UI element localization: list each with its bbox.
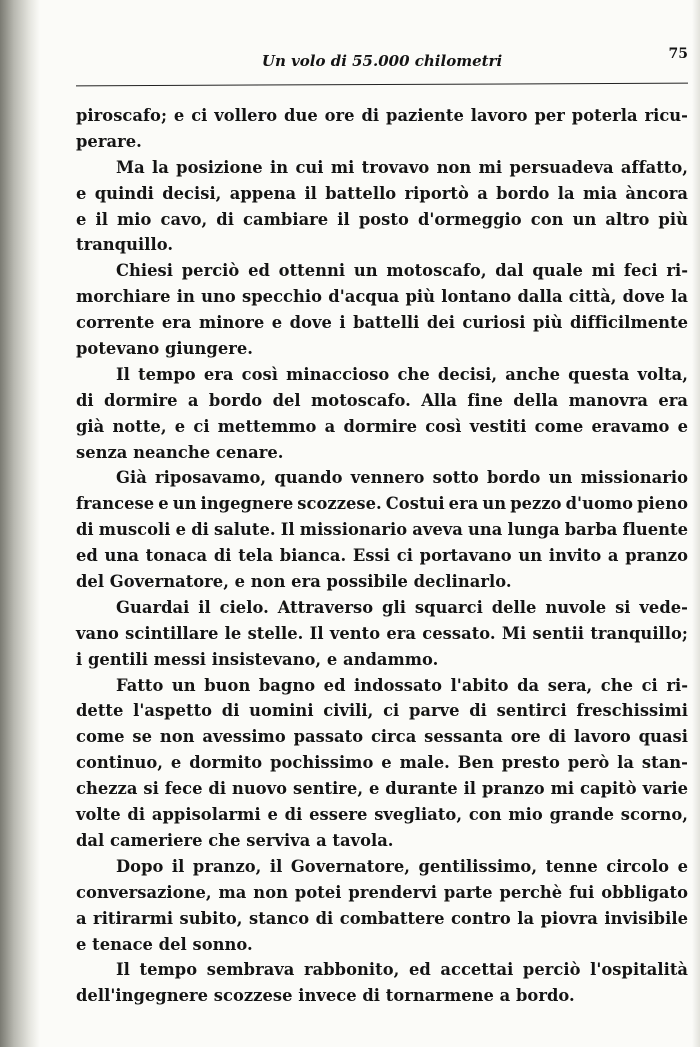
paragraph (76, 362, 688, 466)
paragraph (76, 854, 688, 958)
text-line: e tenace del sonno. (76, 934, 253, 954)
text-line: come se non avessimo passato circa sessanta ore di lavoro quasi (76, 727, 688, 747)
paragraph (76, 465, 688, 594)
text-line: chezza si fece di nuovo sentire, e durante il pranzo mi capitò varie (76, 779, 688, 799)
text-line: Guardai il cielo. Attraverso gli squarci delle nuvole si vede- (116, 597, 688, 617)
text-line: volte di appisolarmi e di essere svegliato, con mio grande scorno, (76, 805, 688, 825)
text-line: conversazione, ma non potei prendervi parte perchè fui obbligato (76, 882, 688, 902)
paragraph (76, 957, 688, 1009)
text-line: i gentili messi insistevano, e andammo. (76, 649, 439, 669)
paragraph (76, 155, 688, 259)
body-text (76, 103, 688, 1009)
page-number: 75 (668, 46, 688, 62)
text-line: Dopo il pranzo, il Governatore, gentilissimo, tenne circolo e (116, 856, 688, 876)
text-line: ed una tonaca di tela bianca. Essi ci portavano un invito a pranzo (76, 546, 688, 566)
text-line: francese e un ingegnere scozzese. Costui era un pezzo d'uomo pieno (76, 494, 688, 514)
text-line: potevano giungere. (76, 339, 253, 359)
text-line: e quindi decisi, appena il battello riportò a bordo la mia àncora (76, 183, 688, 203)
page-header (76, 46, 688, 70)
text-line: corrente era minore e dove i battelli dei curiosi più difficilmente (76, 313, 688, 333)
paragraph (76, 673, 688, 854)
scan-page-edge-right (692, 0, 700, 1047)
header-rule (76, 83, 688, 87)
paragraph (76, 595, 688, 673)
text-line: vano scintillare le stelle. Il vento era cessato. Mi sentii tranquillo; (76, 623, 688, 643)
text-line: a ritirarmi subito, stanco di combattere contro la piovra invisibile (76, 908, 688, 928)
text-line: già notte, e ci mettemmo a dormire così vestiti come eravamo e (76, 416, 688, 436)
text-line: piroscafo; e ci vollero due ore di paziente lavoro per poterla ricu- (76, 106, 688, 125)
text-line: perare. (76, 131, 142, 151)
text-line: senza neanche cenare. (76, 442, 284, 462)
text-line: Il tempo era così minaccioso che decisi, anche questa volta, (116, 364, 688, 384)
text-line: dette l'aspetto di uomini civili, ci parve di sentirci freschissimi (76, 701, 688, 721)
text-line: Già riposavamo, quando vennero sotto bordo un missionario (116, 468, 688, 488)
text-line: morchiare in uno specchio d'acqua più lontano dalla città, dove la (76, 287, 688, 307)
text-line: continuo, e dormito pochissimo e male. Ben presto però la stan- (76, 753, 688, 773)
text-line: tranquillo. (76, 235, 174, 255)
running-title: Un volo di 55.000 chilometri (261, 52, 503, 70)
text-line: Ma la posizione in cui mi trovavo non mi persuadeva affatto, (116, 157, 688, 177)
text-line: dal cameriere che serviva a tavola. (76, 830, 394, 850)
text-line: dell'ingegnere scozzese invece di tornarmene a bordo. (76, 986, 575, 1006)
paragraph (76, 258, 688, 362)
paragraph (76, 103, 688, 155)
text-line: del Governatore, e non era possibile declinarlo. (76, 572, 512, 592)
text-line: e il mio cavo, di cambiare il posto d'ormeggio con un altro più (76, 209, 688, 229)
text-line: Chiesi perciò ed ottenni un motoscafo, dal quale mi feci ri- (116, 261, 688, 281)
text-line: di dormire a bordo del motoscafo. Alla fine della manovra era (76, 390, 688, 410)
scan-page-edge (0, 0, 40, 1047)
text-line: Il tempo sembrava rabbonito, ed accettai perciò l'ospitalità (116, 960, 688, 980)
text-line: Fatto un buon bagno ed indossato l'abito da sera, che ci ri- (116, 675, 688, 695)
text-line: di muscoli e di salute. Il missionario aveva una lunga barba fluente (76, 520, 688, 540)
